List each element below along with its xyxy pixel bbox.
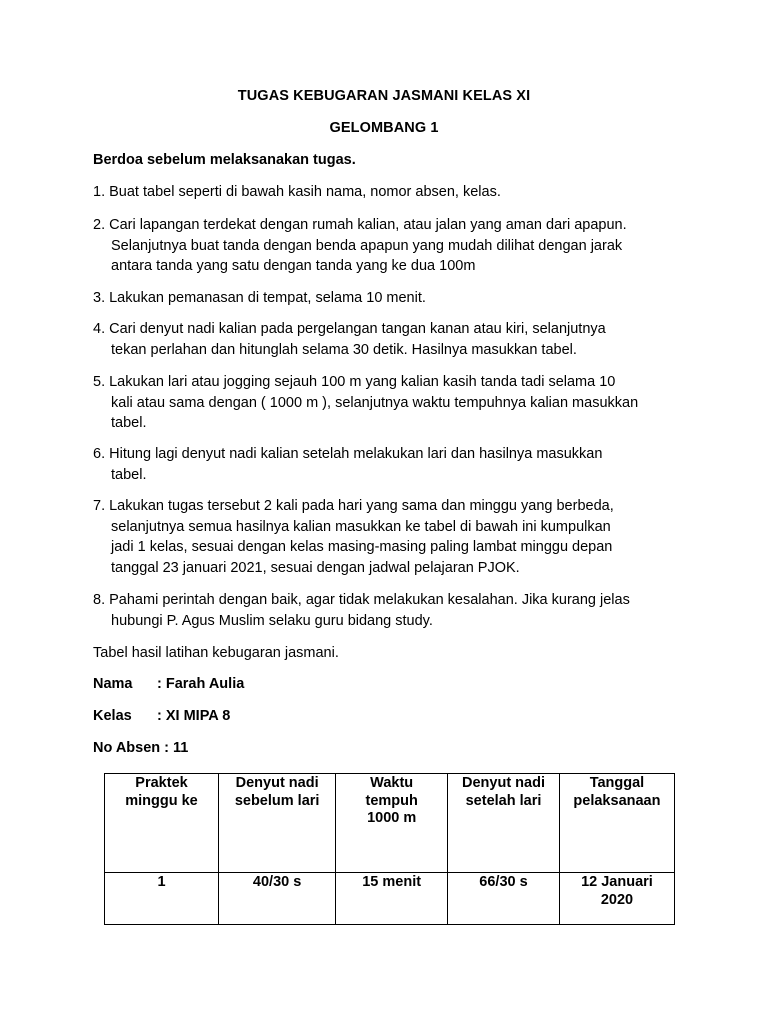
header-line: minggu ke <box>125 792 198 809</box>
instruction-line: 5. Lakukan lari atau jogging sejauh 100 m yang kalian kasih tanda tadi selama 10 <box>93 374 616 390</box>
table-cell <box>336 873 448 925</box>
results-table <box>104 773 675 925</box>
absen-field: No Absen : 11 <box>93 740 189 756</box>
instruction-item <box>93 496 693 578</box>
nama-label: Nama <box>93 676 133 692</box>
table-header-row <box>105 774 675 873</box>
instruction-item <box>93 288 693 309</box>
header-line: setelah lari <box>465 792 542 809</box>
header-line: Denyut nadi <box>462 775 545 791</box>
kelas-value: : XI MIPA 8 <box>157 708 231 724</box>
cell-line: 66/30 s <box>479 874 528 890</box>
header-line: Waktu <box>370 775 414 791</box>
cell-line: 1 <box>157 874 166 890</box>
instruction-line: jadi 1 kelas, sesuai dengan kelas masing-masing paling lambat minggu depan <box>111 539 613 555</box>
instruction-line: tabel. <box>111 466 147 483</box>
header-line: pelaksanaan <box>573 792 661 809</box>
table-cell <box>219 873 336 925</box>
header-line: sebelum lari <box>234 792 320 809</box>
document-title: TUGAS KEBUGARAN JASMANI KELAS XI <box>237 88 531 104</box>
header-denyut-setelah <box>448 774 560 873</box>
header-line: Tanggal <box>589 775 645 791</box>
instruction-item <box>93 444 693 485</box>
instruction-line: selanjutnya semua hasilnya kalian masukkan ke tabel di bawah ini kumpulkan <box>111 518 611 535</box>
cell-line: 2020 <box>600 891 634 908</box>
header-tanggal <box>559 774 674 873</box>
table-intro: Tabel hasil latihan kebugaran jasmani. <box>93 645 339 661</box>
instruction-line: 7. Lakukan tugas tersebut 2 kali pada hari yang sama dan minggu yang berbeda, <box>93 498 614 514</box>
instruction-line: 1. Buat tabel seperti di bawah kasih nama, nomor absen, kelas. <box>93 184 501 200</box>
instruction-line: tanggal 23 januari 2021, sesuai dengan jadwal pelajaran PJOK. <box>111 559 520 576</box>
instruction-item <box>93 182 693 203</box>
instruction-item <box>93 319 693 360</box>
instruction-line: 2. Cari lapangan terdekat dengan rumah kalian, atau jalan yang aman dari apapun. <box>93 217 627 233</box>
instruction-line: 3. Lakukan pemanasan di tempat, selama 10 menit. <box>93 290 426 306</box>
instruction-line: hubungi P. Agus Muslim selaku guru bidang study. <box>111 612 433 629</box>
instruction-line: antara tanda yang satu dengan tanda yang ke dua 100m <box>111 258 476 274</box>
header-line: 1000 m <box>367 810 417 826</box>
instruction-line: 4. Cari denyut nadi kalian pada pergelangan tangan kanan atau kiri, selanjutnya <box>93 321 606 337</box>
instruction-item <box>93 372 693 434</box>
kelas-label: Kelas <box>93 708 132 724</box>
cell-line: 12 Januari <box>581 874 653 890</box>
instruction-line: Selanjutnya buat tanda dengan benda apapun yang mudah dilihat dengan jarak <box>111 237 623 254</box>
table-cell <box>105 873 219 925</box>
header-denyut-sebelum <box>219 774 336 873</box>
cell-line: 15 menit <box>362 874 422 890</box>
header-praktek <box>105 774 219 873</box>
table-row <box>105 873 675 925</box>
nama-value: : Farah Aulia <box>157 676 245 692</box>
instruction-line: 8. Pahami perintah dengan baik, agar tidak melakukan kesalahan. Jika kurang jelas <box>93 592 630 608</box>
instruction-line: tabel. <box>111 415 147 431</box>
instruction-line: 6. Hitung lagi denyut nadi kalian setelah melakukan lari dan hasilnya masukkan <box>93 446 603 462</box>
instruction-item <box>93 590 693 631</box>
header-line: Denyut nadi <box>235 775 319 791</box>
document-subtitle: GELOMBANG 1 <box>329 120 439 136</box>
instruction-line: kali atau sama dengan ( 1000 m ), selanjutnya waktu tempuhnya kalian masukkan <box>111 394 639 411</box>
cell-line: 40/30 s <box>252 874 302 890</box>
instruction-item <box>93 215 693 277</box>
instruction-line: tekan perlahan dan hitunglah selama 30 detik. Hasilnya masukkan tabel. <box>111 341 577 358</box>
opening-instruction: Berdoa sebelum melaksanakan tugas. <box>93 152 356 168</box>
table-cell <box>448 873 560 925</box>
table-cell <box>559 873 674 925</box>
header-waktu-tempuh <box>336 774 448 873</box>
header-line: Praktek <box>135 775 188 791</box>
header-line: tempuh <box>365 792 418 809</box>
